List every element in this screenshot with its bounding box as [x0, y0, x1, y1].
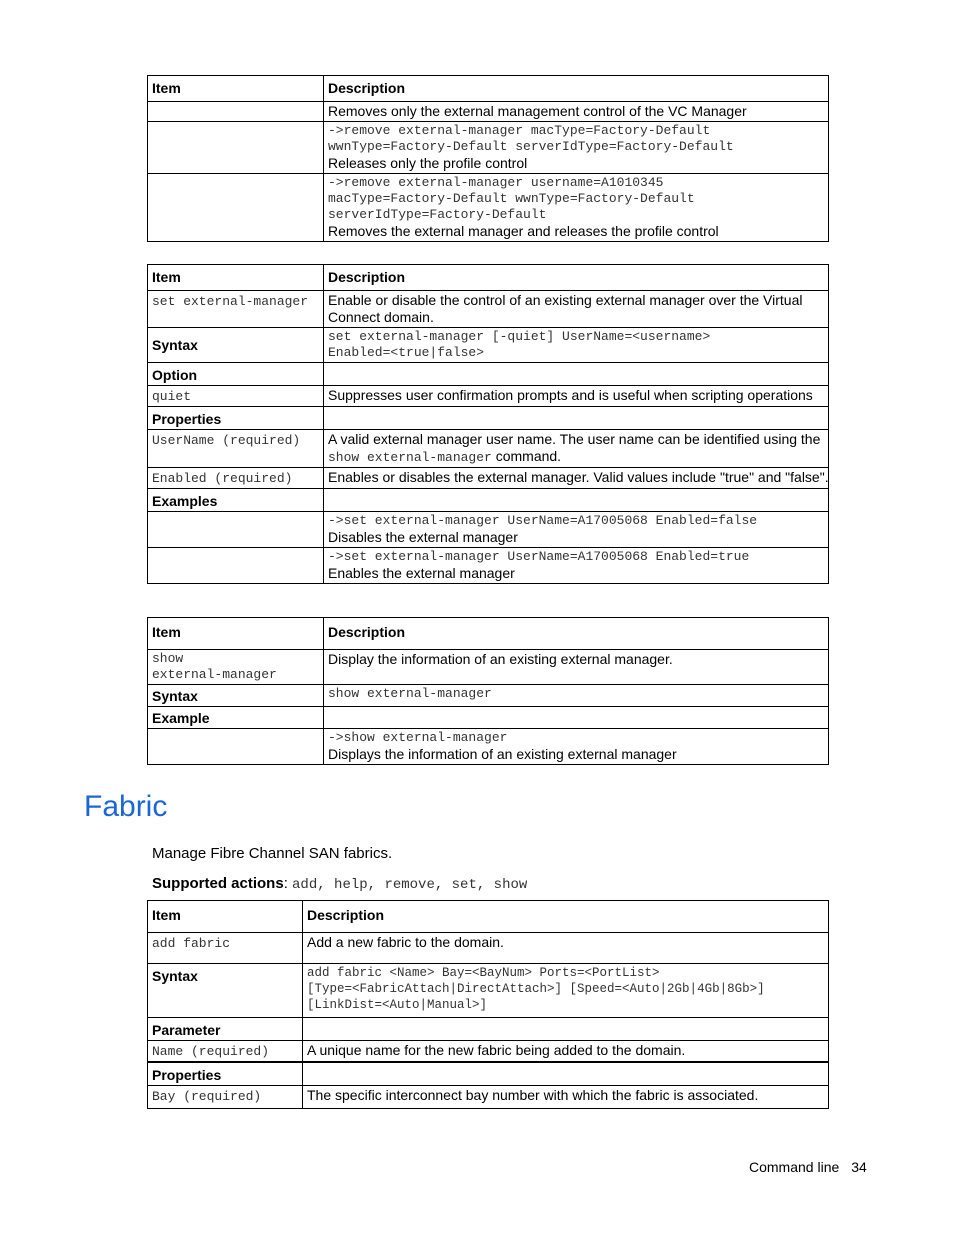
syntax-cell — [324, 328, 829, 363]
table-row — [148, 430, 829, 468]
table-row — [148, 407, 829, 430]
table-row — [148, 1062, 829, 1086]
item-cell — [148, 174, 324, 242]
description-cell — [324, 122, 829, 174]
syntax-label: Syntax — [148, 328, 324, 363]
description-cell — [324, 512, 829, 548]
item-cell — [148, 1086, 303, 1109]
properties-label: Properties — [148, 1062, 303, 1086]
table-header-row — [148, 76, 829, 102]
parameter-label: Parameter — [148, 1018, 303, 1041]
syntax-cell — [303, 964, 829, 1018]
section-intro: Manage Fibre Channel SAN fabrics. — [152, 845, 393, 862]
description-cell — [324, 430, 829, 468]
table-row — [148, 707, 829, 729]
item-cell — [148, 1041, 303, 1063]
section-title: Fabric — [84, 790, 168, 823]
table-row — [148, 174, 829, 242]
page-footer — [749, 1159, 867, 1175]
example-description: Releases only the profile control — [328, 155, 528, 171]
example-command: ->set external-manager UserName=A17005068 Enabled=false — [328, 513, 758, 528]
item-cell — [148, 122, 324, 174]
empty-cell — [324, 489, 829, 512]
show-external-manager-table — [147, 617, 829, 765]
item-cell — [148, 386, 324, 407]
command-name: set external-manager — [152, 294, 309, 309]
table-row — [148, 363, 829, 386]
empty-cell — [303, 1062, 829, 1086]
table-row — [148, 102, 829, 122]
properties-label: Properties — [148, 407, 324, 430]
syntax-label: Syntax — [148, 685, 324, 707]
description-cell: The specific interconnect bay number with which the fabric is associated. — [303, 1086, 829, 1109]
page-number: 34 — [851, 1159, 867, 1175]
table-row — [148, 386, 829, 407]
example-description: Disables the external manager — [328, 529, 518, 545]
supported-actions-list: add, help, remove, set, show — [292, 877, 528, 893]
empty-cell — [324, 707, 829, 729]
supported-actions: Supported actions: add, help, remove, set, show — [152, 875, 528, 893]
set-external-manager-table — [147, 264, 829, 584]
add-fabric-table — [147, 900, 829, 1109]
empty-cell — [148, 729, 324, 765]
example-command: ->set external-manager UserName=A17005068 Enabled=true — [328, 549, 750, 564]
header-item: Item — [148, 618, 324, 650]
header-item: Item — [148, 76, 324, 102]
table-row — [148, 548, 829, 584]
empty-cell — [148, 548, 324, 584]
description-cell: Enable or disable the control of an existing external manager over the Virtual Connect domain. — [324, 291, 829, 328]
header-description: Description — [324, 618, 829, 650]
table-row — [148, 291, 829, 328]
description-cell — [324, 548, 829, 584]
syntax-cell — [324, 685, 829, 707]
option-label: Option — [148, 363, 324, 386]
table-row — [148, 1018, 829, 1041]
empty-cell — [303, 1018, 829, 1041]
empty-cell — [324, 407, 829, 430]
table-row — [148, 964, 829, 1018]
syntax-code: show external-manager — [328, 686, 492, 701]
syntax-code: add fabric <Name> Bay=<BayNum> Ports=<PortList> [Type=<FabricAttach|DirectAttach>] [Speed=<Auto|2Gb|4Gb|8Gb>] [LinkDist=<Auto|Manual>] — [307, 966, 765, 1012]
item-cell — [148, 291, 324, 328]
example-label: Example — [148, 707, 324, 729]
table-row — [148, 489, 829, 512]
property-username: UserName (required) — [152, 433, 301, 448]
header-description: Description — [324, 265, 829, 291]
description-cell: Add a new fabric to the domain. — [303, 933, 829, 964]
description-cell: Display the information of an existing external manager. — [324, 650, 829, 685]
examples-label: Examples — [148, 489, 324, 512]
description-cell: A unique name for the new fabric being added to the domain. — [303, 1041, 829, 1063]
table-row — [148, 512, 829, 548]
example-description: Displays the information of an existing external manager — [328, 746, 677, 762]
item-cell — [148, 430, 324, 468]
property-username-tail: command. — [491, 448, 562, 464]
item-cell — [148, 933, 303, 964]
table-row — [148, 729, 829, 765]
parameter-name: Name (required) — [152, 1044, 270, 1059]
inline-command: show external-manager — [328, 450, 492, 465]
header-item: Item — [148, 265, 324, 291]
table-row — [148, 933, 829, 964]
property-enabled: Enabled (required) — [152, 471, 293, 486]
footer-section: Command line — [749, 1159, 840, 1175]
table-row — [148, 328, 829, 363]
table-row — [148, 650, 829, 685]
header-description: Description — [303, 901, 829, 933]
description-cell: Enables or disables the external manager. Valid values include "true" and "false". — [324, 468, 829, 489]
header-description: Description — [324, 76, 829, 102]
example-command: ->show external-manager — [328, 730, 508, 745]
item-cell — [148, 102, 324, 122]
syntax-code: set external-manager [-quiet] UserName=<username> Enabled=<true|false> — [328, 329, 711, 360]
command-name: show external-manager — [152, 651, 277, 682]
description-cell: Suppresses user confirmation prompts and is useful when scripting operations — [324, 386, 829, 407]
option-quiet: quiet — [152, 389, 192, 404]
table-row — [148, 1086, 829, 1109]
example-command: ->remove external-manager username=A1010345 macType=Factory-Default wwnType=Factory-Default serverIdType=Factory-Default — [328, 175, 695, 222]
remove-external-manager-examples-table — [147, 75, 829, 242]
empty-cell — [324, 363, 829, 386]
item-cell — [148, 650, 324, 685]
description-cell: Removes only the external management control of the VC Manager — [324, 102, 829, 122]
header-item: Item — [148, 901, 303, 933]
table-row — [148, 468, 829, 489]
property-username-desc: A valid external manager user name. The user name can be identified using the — [328, 431, 821, 447]
example-description: Enables the external manager — [328, 565, 515, 581]
table-row — [148, 685, 829, 707]
command-name: add fabric — [152, 936, 231, 951]
table-header-row — [148, 618, 829, 650]
description-cell — [324, 729, 829, 765]
syntax-label: Syntax — [148, 964, 303, 1018]
table-header-row — [148, 901, 829, 933]
table-row — [148, 122, 829, 174]
example-command: ->remove external-manager macType=Factory-Default wwnType=Factory-Default serverIdType=Factory-Default — [328, 123, 734, 154]
table-header-row — [148, 265, 829, 291]
empty-cell — [148, 512, 324, 548]
table-row — [148, 1041, 829, 1063]
supported-actions-label: Supported actions — [152, 875, 284, 892]
item-cell — [148, 468, 324, 489]
example-description: Removes the external manager and releases the profile control — [328, 223, 719, 239]
description-cell — [324, 174, 829, 242]
property-bay: Bay (required) — [152, 1089, 262, 1104]
